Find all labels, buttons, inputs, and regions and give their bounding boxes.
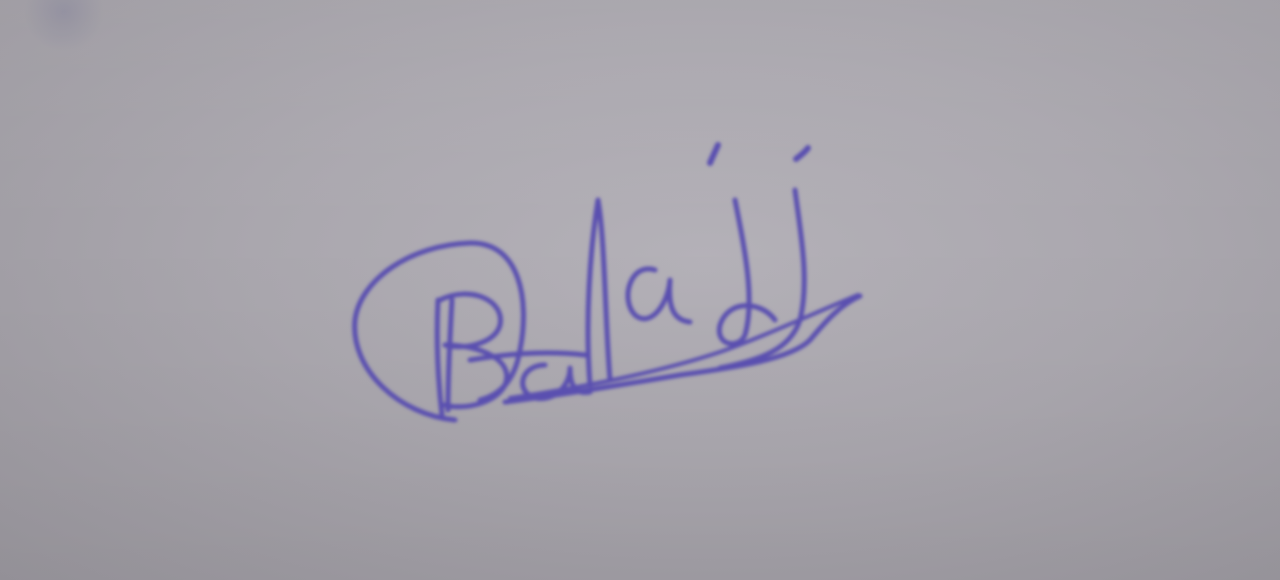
signature-letter-b-stem-2 — [448, 300, 452, 410]
signature-letter-b-stem — [437, 300, 442, 415]
signature-underline — [505, 296, 860, 402]
signature-letter-l — [588, 200, 610, 385]
signature-letter-a-2 — [628, 269, 690, 322]
signature-letter-j — [719, 200, 775, 344]
signature-dot-1 — [710, 145, 718, 163]
signature-dot-2 — [796, 148, 808, 159]
